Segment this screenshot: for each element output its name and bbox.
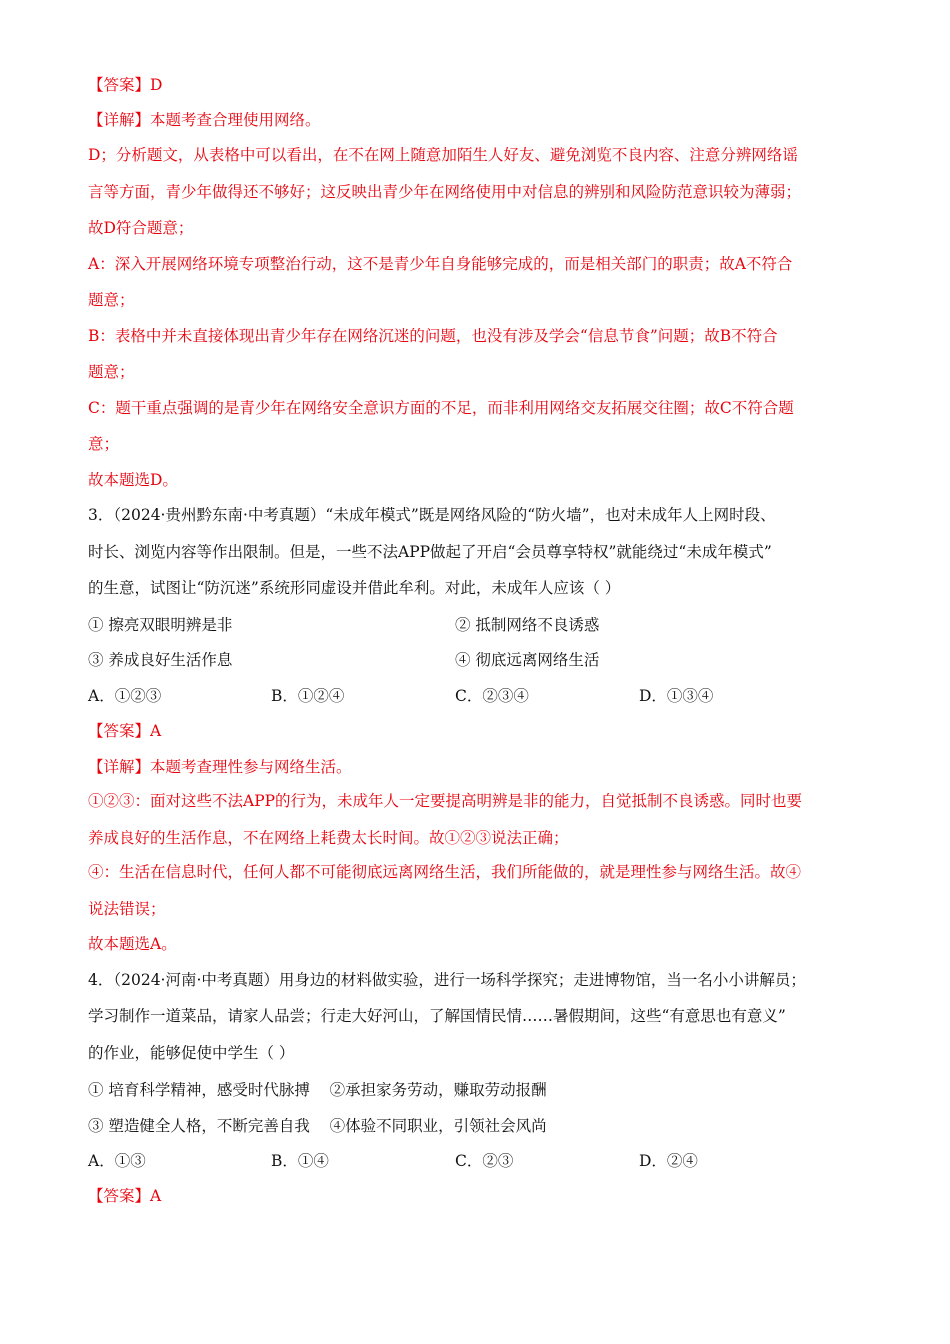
q3-explanation-line2: 养成良好的生活作息，不在网络上耗费太长时间。故①②③说法正确； (88, 829, 569, 847)
q2-explanation-b-line2: 题意； (88, 363, 135, 381)
q4-stem-line1: 4．（2024·河南·中考真题）用身边的材料做实验，进行一场科学探究；走进博物馆，当一名小小讲解员； (88, 971, 806, 989)
q4-items-line1: ① 培育科学精神，感受时代脉搏 ②承担家务劳动，赚取劳动报酬 (88, 1081, 547, 1099)
q2-detail: 【详解】本题考查合理使用网络。 (88, 111, 321, 129)
q3-option-d: D．①③④ (639, 687, 714, 705)
q3-option-b: B．①②④ (271, 687, 345, 705)
q2-explanation-a-line2: 题意； (88, 291, 135, 309)
q3-answer: 【答案】A (88, 722, 162, 740)
q3-option-c: C．②③④ (455, 687, 529, 705)
q3-item-4: ④ 彻底远离网络生活 (455, 651, 600, 669)
q2-explanation-c-line2: 意； (88, 435, 120, 453)
q2-answer: 【答案】D (88, 76, 163, 94)
q2-final-answer: 故本题选D。 (88, 471, 178, 489)
q3-stem-line2: 时长、浏览内容等作出限制。但是，一些不法APP做起了开启“会员尊享特权”就能绕过“未成年模式” (88, 543, 772, 561)
q2-explanation-d-line3: 故D符合题意； (88, 219, 194, 237)
q3-detail: 【详解】本题考查理性参与网络生活。 (88, 758, 352, 776)
q3-item-3: ③ 养成良好生活作息 (88, 651, 233, 669)
q2-explanation-d-line2: 言等方面，青少年做得还不够好；这反映出青少年在网络使用中对信息的辨别和风险防范意识较为薄弱； (88, 183, 802, 201)
q3-explanation-line4: 说法错误； (88, 900, 166, 918)
q4-option-c: C．②③ (455, 1152, 514, 1170)
q2-explanation-d-line1: D；分析题文，从表格中可以看出，在不在网上随意加陌生人好友、避免浏览不良内容、注意分辨网络谣 (88, 146, 798, 164)
q2-explanation-a-line1: A：深入开展网络环境专项整治行动，这不是青少年自身能够完成的，而是相关部门的职责；故A不符合 (88, 255, 793, 273)
q4-items-line2: ③ 塑造健全人格，不断完善自我 ④体验不同职业，引领社会风尚 (88, 1117, 547, 1135)
q3-item-2: ② 抵制网络不良诱惑 (455, 616, 600, 634)
q2-explanation-c-line1: C：题干重点强调的是青少年在网络安全意识方面的不足，而非利用网络交友拓展交往圈；故C不符合题 (88, 399, 794, 417)
q2-explanation-b-line1: B：表格中并未直接体现出青少年存在网络沉迷的问题，也没有涉及学会“信息节食”问题；故B不符合 (88, 327, 778, 345)
q4-answer: 【答案】A (88, 1187, 162, 1205)
q3-option-a: A．①②③ (88, 687, 162, 705)
q4-option-b: B．①④ (271, 1152, 329, 1170)
q4-option-a: A．①③ (88, 1152, 146, 1170)
q4-stem-line2: 学习制作一道菜品，请家人品尝；行走大好河山，了解国情民情……暑假期间，这些“有意思也有意义” (88, 1007, 786, 1025)
q3-stem-line1: 3．（2024·贵州黔东南·中考真题）“未成年模式”既是网络风险的“防火墙”，也对未成年人上网时段、 (88, 506, 776, 524)
q3-explanation-line1: ①②③：面对这些不法APP的行为，未成年人一定要提高明辨是非的能力，自觉抵制不良诱惑。同时也要 (88, 792, 803, 810)
q3-final-answer: 故本题选A。 (88, 935, 177, 953)
q3-explanation-line3: ④：生活在信息时代，任何人都不可能彻底远离网络生活，我们所能做的，就是理性参与网络生活。故④ (88, 863, 802, 881)
q4-stem-line3: 的作业，能够促使中学生（ ） (88, 1044, 295, 1062)
q3-item-1: ① 擦亮双眼明辨是非 (88, 616, 233, 634)
q3-stem-line3: 的生意，试图让“防沉迷”系统形同虚设并借此牟利。对此，未成年人应该（ ） (88, 579, 621, 597)
q4-option-d: D．②④ (639, 1152, 698, 1170)
